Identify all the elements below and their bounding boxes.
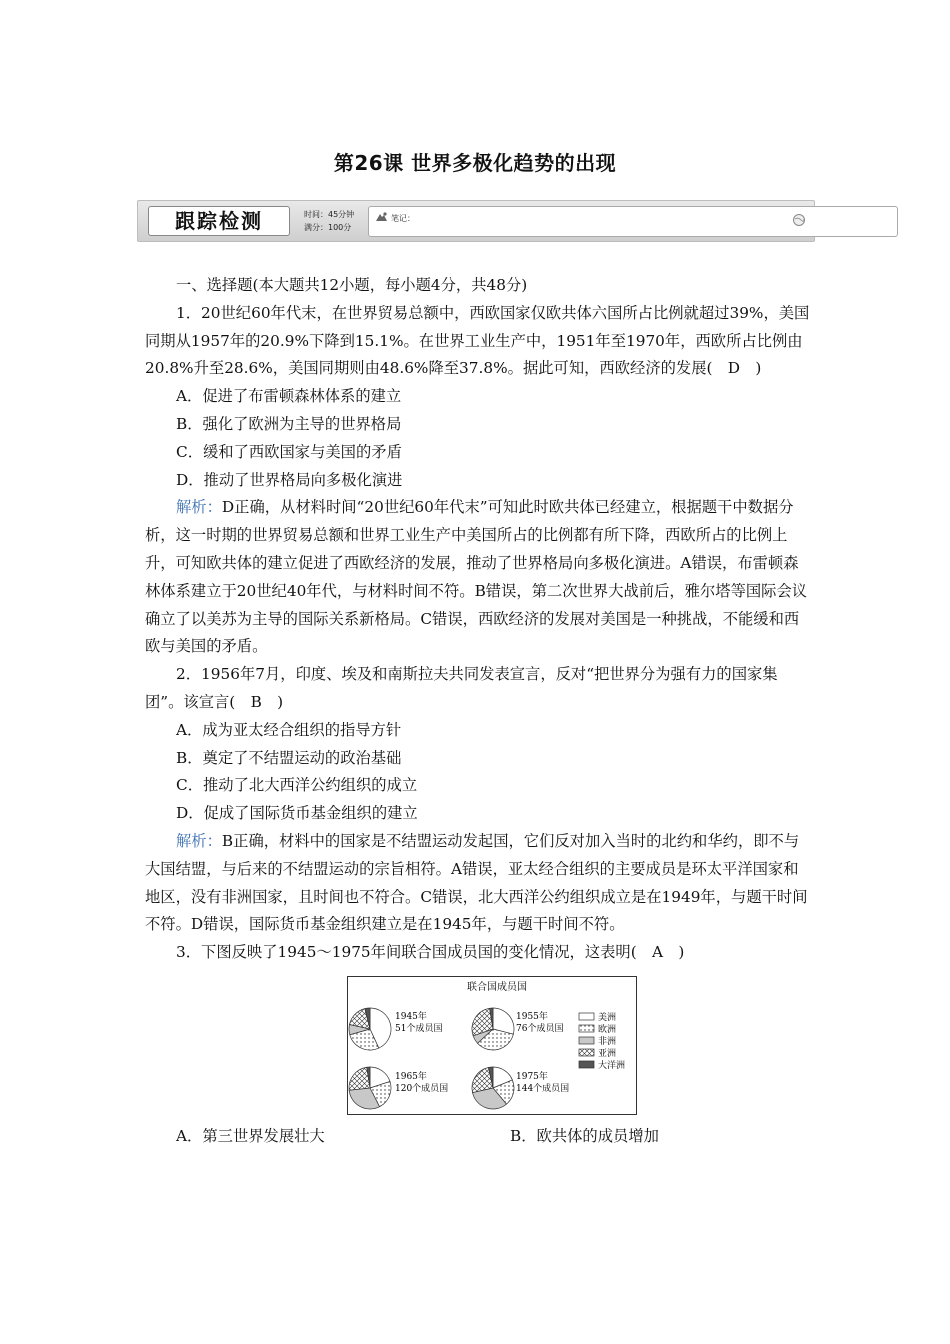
page-title: 第26课 世界多极化趋势的出现 [333,151,617,175]
note-field[interactable] [368,206,898,237]
q1-analysis-text: D正确，从材料时间“20世纪60年代末”可知此时欧共体已经建立，根据题干中数据分析，这一时期的世界贸易总额和世界工业生产中美国所占的比例都有所下降，西欧所占的比例上升，可知欧共体的建立促进了西欧经济的发展，推动了世界格局向多极化演进。A错误，布雷顿森林体系建立于20世纪40年代，与材料时间不符。B错误，第二次世界大战前后，雅尔塔等国际会议确立了以美苏为主导的国际关系新格局。C错误，西欧经济的发展对美国是一种挑战，不能缓和西欧与美国的矛盾。 [145,498,808,656]
q3-option-a: A．第三世界发展壮大 [176,1126,325,1145]
pie-member-label: 51个成员国 [395,1023,443,1034]
q1-analysis [145,494,810,661]
q3-options [145,1123,810,1151]
chart-svg [347,976,637,1115]
legend-label: 亚洲 [598,1048,617,1059]
q2-option-a: A．成为亚太经合组织的指导方针 [176,720,402,739]
legend-swatch [579,1049,594,1056]
q2-option-d: D．促成了国际货币基金组织的建立 [176,804,418,823]
q1-option-d: D．推动了世界格局向多极化演进 [176,470,403,489]
legend-swatch [579,1037,594,1044]
legend-label: 非洲 [598,1036,617,1047]
question-content [145,272,810,1151]
pie-member-label: 144个成员国 [516,1083,570,1094]
pie-year-label: 1955年 [516,1011,548,1022]
banner-meta [304,208,354,234]
note-label: 笔记： [391,214,415,223]
section-heading: 一、选择题(本大题共12小题，每小题4分，共48分) [176,276,528,294]
legend-label: 欧洲 [598,1024,617,1035]
q1-option-b: B．强化了欧洲为主导的世界格局 [176,414,402,433]
legend-swatch [579,1013,594,1020]
pie-member-label: 120个成员国 [395,1083,449,1094]
time-limit: 时间：45分钟 [304,210,355,219]
analysis-label: 解析： [176,498,222,517]
q3-option-b: B．欧共体的成员增加 [510,1126,659,1145]
q2-stem: 2．1956年7月，印度、埃及和南斯拉夫共同发表宣言，反对“把世界分为强有力的国家集团”。该宣言( B ) [145,665,778,711]
globe-icon [792,213,806,227]
q1-option-a: A．促进了布雷顿森林体系的建立 [176,387,402,406]
q2-option-b: B．奠定了不结盟运动的政治基础 [176,748,402,767]
q2-analysis [145,828,810,939]
un-members-chart [347,976,637,1115]
pie-member-label: 76个成员国 [516,1023,564,1034]
banner-label: 跟踪检测 [148,206,290,236]
pie-year-label: 1965年 [395,1071,427,1082]
legend-swatch [579,1061,594,1068]
chart-title: 联合国成员国 [467,981,527,993]
full-score: 满分：100分 [304,223,352,232]
q2-option-c: C．推动了北大西洋公约组织的成立 [176,776,418,795]
analysis-label: 解析： [176,831,222,850]
pie-year-label: 1945年 [395,1011,427,1022]
legend-swatch [579,1025,594,1032]
legend-label: 大洋洲 [598,1060,626,1071]
q1-option-c: C．缓和了西欧国家与美国的矛盾 [176,442,402,461]
pie-year-label: 1975年 [516,1071,548,1082]
q1-stem: 1．20世纪60年代末，在世界贸易总额中，西欧国家仅欧共体六国所占比例就超过39%，美国同期从1957年的20.9%下降到15.1%。在世界工业生产中，1951年至1970年，西欧所占比例由20.8%升至28.6%，美国同期则由48.6%降至37.8%。据此可知，西欧经济的发展( D ) [145,303,810,378]
note-icon [374,211,389,223]
practice-banner [137,200,815,242]
q3-stem: 3．下图反映了1945～1975年间联合国成员国的变化情况，这表明( A ) [176,943,685,962]
q2-analysis-text: B正确，材料中的国家是不结盟运动发起国，它们反对加入当时的北约和华约，即不与大国结盟，与后来的不结盟运动的宗旨相符。A错误，亚太经合组织的主要成员是环太平洋国家和地区，没有非洲国家，且时间也不符合。C错误，北大西洋公约组织成立是在1949年，与题干时间不符。D错误，国际货币基金组织建立是在1945年，与题干时间不符。 [145,831,808,934]
legend-label: 美洲 [598,1012,617,1023]
